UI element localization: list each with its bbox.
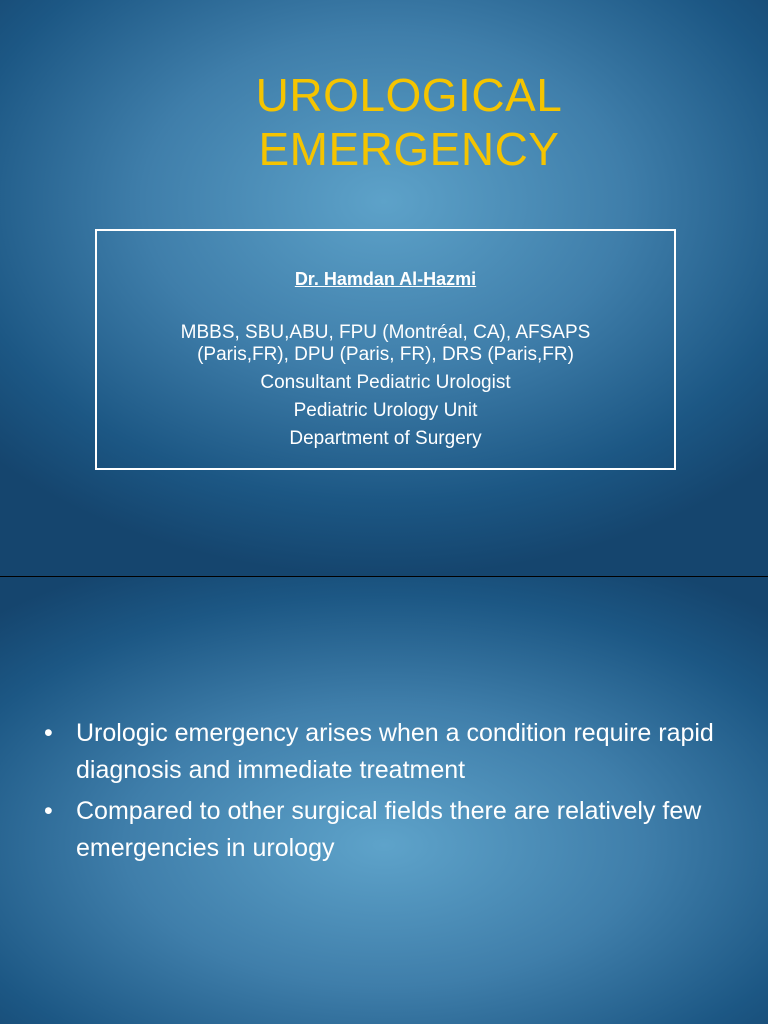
title-line-1: UROLOGICAL (255, 69, 563, 121)
author-info-box (95, 229, 676, 470)
slide-title-heading (0, 68, 768, 176)
bullet-marker: • (44, 719, 53, 747)
bullet-item (40, 793, 740, 867)
author-credentials (97, 322, 674, 450)
bullet-marker: • (44, 797, 53, 825)
credentials-line-1: MBBS, SBU,ABU, FPU (Montréal, CA), AFSAPS (180, 322, 591, 343)
credentials-line-2: (Paris,FR), DPU (Paris, FR), DRS (Paris,FR) (197, 344, 574, 365)
author-department: Department of Surgery (289, 428, 482, 449)
author-position: Consultant Pediatric Urologist (260, 372, 511, 393)
bullet-text: Compared to other surgical fields there are relatively few emergencies in urology (76, 797, 702, 862)
author-name: Dr. Hamdan Al-Hazmi (294, 269, 477, 289)
bullet-list (40, 715, 740, 871)
bullet-text: Urologic emergency arises when a condition require rapid diagnosis and immediate treatment (76, 719, 714, 784)
title-line-2: EMERGENCY (258, 123, 560, 175)
bullet-item (40, 715, 740, 789)
author-unit: Pediatric Urology Unit (293, 400, 478, 421)
slide-content (0, 577, 768, 1024)
